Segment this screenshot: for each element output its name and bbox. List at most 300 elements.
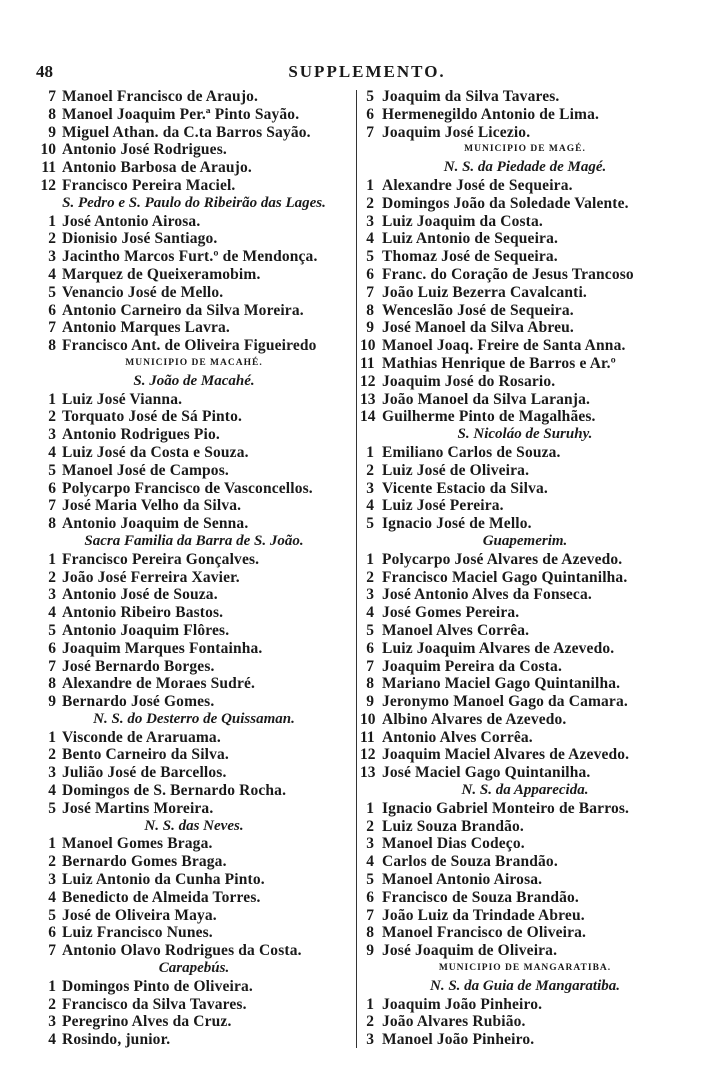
- entry-number: 11: [360, 728, 375, 746]
- entry-number: 7: [48, 942, 56, 960]
- entry-name: Alexandre de Moraes Sudré.: [62, 675, 256, 693]
- entry-name: José de Oliveira Maya.: [62, 906, 217, 924]
- entry-name: José Maciel Gago Quintanilha.: [382, 764, 591, 782]
- list-entry: [360, 551, 690, 569]
- parish-heading: N. S. do Desterro de Quissaman.: [93, 710, 295, 727]
- list-entry: [34, 480, 354, 498]
- entry-name: Luiz Souza Brandão.: [382, 817, 524, 835]
- entry-number: 3: [366, 586, 374, 604]
- entry-number: 9: [48, 123, 56, 141]
- entry-number: 4: [366, 853, 374, 871]
- entry-name: Benedicto de Almeida Torres.: [62, 888, 261, 906]
- list-entry: [34, 942, 354, 960]
- entry-name: Franc. do Coração de Jesus Trancoso: [382, 265, 634, 283]
- entry-name: João Alvares Rubião.: [382, 1013, 526, 1031]
- entry-name: Bernardo Gomes Braga.: [62, 853, 227, 871]
- entry-number: 1: [48, 212, 56, 230]
- entry-name: Joaquim Marques Fontainha.: [62, 639, 263, 657]
- list-entry: [360, 746, 690, 764]
- entry-number: 3: [48, 871, 56, 889]
- entry-number: 8: [366, 924, 374, 942]
- list-entry: [34, 996, 354, 1014]
- list-entry: [360, 889, 690, 907]
- list-entry: [360, 462, 690, 480]
- entry-number: 5: [366, 248, 374, 266]
- entry-name: Miguel Athan. da C.ta Barros Sayão.: [62, 123, 311, 141]
- entry-name: Joaquim da Silva Tavares.: [382, 88, 560, 105]
- entry-number: 5: [366, 88, 374, 105]
- entry-name: Antonio Alves Corrêa.: [382, 728, 533, 746]
- list-entry: [360, 996, 690, 1014]
- page-number: 48: [36, 62, 53, 81]
- entry-name: Luiz Joaquim da Costa.: [382, 212, 543, 230]
- list-entry: [34, 978, 354, 996]
- parish-heading: Guapemerim.: [482, 532, 568, 549]
- entry-number: 8: [366, 675, 374, 693]
- entry-name: Antonio Joaquim Flôres.: [62, 621, 230, 639]
- entry-number: 4: [48, 888, 56, 906]
- entry-name: Francisco de Souza Brandão.: [382, 888, 579, 906]
- entry-number: 3: [366, 1031, 374, 1049]
- entry-number: 1: [366, 176, 374, 194]
- entry-number: 7: [366, 657, 374, 675]
- entry-number: 7: [48, 497, 56, 515]
- entry-name: Manoel Gomes Braga.: [62, 835, 213, 853]
- entry-name: José Gomes Pereira.: [382, 604, 520, 622]
- list-entry: [34, 88, 354, 106]
- entry-name: Rosindo, junior.: [62, 1031, 171, 1049]
- list-entry: [360, 907, 690, 925]
- entry-number: 14: [360, 408, 376, 426]
- entry-name: Luiz Antonio de Sequeira.: [382, 230, 558, 248]
- entry-number: 7: [48, 88, 56, 105]
- list-entry: [360, 818, 690, 836]
- entry-name: Manoel José de Campos.: [62, 461, 229, 479]
- list-entry: [360, 302, 690, 320]
- entry-number: 2: [48, 568, 56, 586]
- entry-number: 2: [48, 746, 56, 764]
- entry-number: 6: [48, 479, 56, 497]
- list-entry: [360, 355, 690, 373]
- entry-name: Manoel Dias Codeço.: [382, 835, 525, 853]
- entry-name: Joaquim Pereira da Costa.: [382, 657, 562, 675]
- list-entry: [360, 497, 690, 515]
- list-entry: [34, 924, 354, 942]
- entry-name: Peregrino Alves da Cruz.: [62, 1013, 232, 1031]
- list-entry: [360, 942, 690, 960]
- list-entry: [34, 622, 354, 640]
- entry-number: 4: [366, 497, 374, 515]
- list-entry: [360, 391, 690, 409]
- entry-number: 1: [366, 443, 374, 461]
- entry-number: 6: [48, 639, 56, 657]
- list-entry: [34, 141, 354, 159]
- entry-name: Joaquim Maciel Alvares de Azevedo.: [382, 746, 630, 764]
- entry-number: 11: [360, 354, 375, 372]
- entry-name: Albino Alvares de Azevedo.: [382, 710, 567, 728]
- list-entry: [34, 230, 354, 248]
- list-entry: [360, 569, 690, 587]
- list-entry: [360, 711, 690, 729]
- column-divider: [356, 90, 357, 1048]
- list-entry: [34, 444, 354, 462]
- entry-number: 1: [48, 977, 56, 995]
- list-entry: [360, 319, 690, 337]
- entry-number: 7: [366, 906, 374, 924]
- entry-number: 2: [48, 995, 56, 1013]
- entry-name: Francisco Ant. de Oliveira Figueiredo: [62, 337, 317, 355]
- entry-number: 3: [48, 248, 56, 266]
- entry-number: 12: [360, 372, 376, 390]
- entry-name: Vicente Estacio da Silva.: [382, 479, 548, 497]
- entry-name: José Manoel da Silva Abreu.: [382, 319, 574, 337]
- entry-number: 4: [366, 604, 374, 622]
- entry-number: 1: [48, 390, 56, 408]
- list-entry: [34, 907, 354, 925]
- entry-number: 8: [366, 301, 374, 319]
- entry-name: Ignacio Gabriel Monteiro de Barros.: [382, 799, 630, 817]
- entry-number: 9: [366, 319, 374, 337]
- entry-name: Torquato José de Sá Pinto.: [62, 408, 243, 426]
- list-entry: [360, 835, 690, 853]
- entry-number: 2: [48, 230, 56, 248]
- entry-number: 1: [366, 799, 374, 817]
- entry-name: Jeronymo Manoel Gago da Camara.: [382, 693, 628, 711]
- entry-name: Luiz José da Costa e Souza.: [62, 443, 249, 461]
- list-entry: [360, 284, 690, 302]
- entry-name: Antonio Rodrigues Pio.: [62, 426, 220, 444]
- list-entry: [360, 1031, 690, 1049]
- list-entry: [360, 213, 690, 231]
- list-entry: [360, 871, 690, 889]
- entry-name: José Martins Moreira.: [62, 799, 214, 817]
- list-entry: [360, 800, 690, 818]
- list-entry: [360, 604, 690, 622]
- entry-number: 2: [366, 194, 374, 212]
- list-entry: [360, 88, 690, 106]
- list-entry: [34, 302, 354, 320]
- list-entry: [34, 835, 354, 853]
- list-entry: [34, 871, 354, 889]
- entry-number: 4: [48, 604, 56, 622]
- list-entry: [360, 640, 690, 658]
- list-entry: [360, 924, 690, 942]
- entry-number: 5: [366, 621, 374, 639]
- entry-number: 5: [48, 621, 56, 639]
- parish-heading: Carapebús.: [158, 960, 230, 977]
- list-entry: [360, 675, 690, 693]
- entry-name: Manoel Antonio Airosa.: [382, 871, 543, 889]
- entry-number: 4: [48, 265, 56, 283]
- entry-name: Luiz Francisco Nunes.: [62, 924, 213, 942]
- entry-number: 3: [366, 479, 374, 497]
- entry-number: 9: [48, 693, 56, 711]
- entry-name: Antonio Olavo Rodrigues da Costa.: [62, 942, 302, 960]
- entry-name: Antonio Marques Lavra.: [62, 319, 230, 337]
- entry-name: José Maria Velho da Silva.: [62, 497, 242, 515]
- entry-number: 2: [366, 1013, 374, 1031]
- entry-name: Alexandre José de Sequeira.: [382, 176, 573, 194]
- entry-number: 4: [48, 782, 56, 800]
- entry-number: 13: [360, 390, 376, 408]
- municipio-heading: MUNICIPIO DE MANGARATIBA.: [438, 963, 612, 974]
- list-entry: [34, 569, 354, 587]
- entry-number: 3: [48, 586, 56, 604]
- entry-number: 2: [366, 568, 374, 586]
- entry-name: Manoel Joaq. Freire de Santa Anna.: [382, 337, 626, 355]
- entry-number: 6: [366, 265, 374, 283]
- list-entry: [360, 248, 690, 266]
- entry-name: Joaquim João Pinheiro.: [382, 995, 543, 1013]
- left-column: [34, 88, 354, 1049]
- entry-name: Julião José de Barcellos.: [62, 764, 227, 782]
- entry-number: 10: [40, 141, 56, 159]
- list-entry: [360, 729, 690, 747]
- list-entry: [34, 515, 354, 533]
- running-head: SUPPLEMENTO.: [288, 62, 446, 81]
- list-entry: [34, 462, 354, 480]
- entry-name: Thomaz José de Sequeira.: [382, 248, 558, 266]
- entry-number: 6: [366, 888, 374, 906]
- entry-number: 5: [48, 799, 56, 817]
- list-entry: [34, 266, 354, 284]
- entry-name: João Manoel da Silva Laranja.: [382, 390, 591, 408]
- list-entry: [34, 319, 354, 337]
- list-entry: [360, 622, 690, 640]
- list-entry: [34, 1013, 354, 1031]
- list-entry: [34, 213, 354, 231]
- entry-number: 12: [360, 746, 376, 764]
- parish-heading: Sacra Familia da Barra de S. João.: [84, 532, 304, 549]
- list-entry: [34, 675, 354, 693]
- list-entry: [34, 159, 354, 177]
- list-entry: [360, 266, 690, 284]
- entry-name: Francisco Pereira Gonçalves.: [62, 550, 260, 568]
- list-entry: [34, 124, 354, 142]
- list-entry: [360, 853, 690, 871]
- entry-name: Francisco Maciel Gago Quintanilha.: [382, 568, 628, 586]
- entry-number: 5: [48, 283, 56, 301]
- entry-name: Joaquim José do Rosario.: [382, 372, 556, 390]
- entry-number: 5: [366, 515, 374, 533]
- list-entry: [360, 373, 690, 391]
- entry-name: José Antonio Airosa.: [62, 212, 201, 230]
- list-entry: [34, 106, 354, 124]
- list-entry: [360, 1013, 690, 1031]
- entry-name: Manoel Francisco de Araujo.: [62, 88, 259, 105]
- entry-number: 2: [366, 817, 374, 835]
- entry-name: Mariano Maciel Gago Quintanilha.: [382, 675, 621, 693]
- entry-name: Carlos de Souza Brandão.: [382, 853, 558, 871]
- entry-number: 2: [48, 853, 56, 871]
- entry-number: 10: [360, 337, 376, 355]
- entry-number: 7: [48, 657, 56, 675]
- list-entry: [360, 515, 690, 533]
- entry-name: Manoel João Pinheiro.: [382, 1031, 535, 1049]
- list-entry: [34, 693, 354, 711]
- entry-name: José Bernardo Borges.: [62, 657, 215, 675]
- parish-heading: N. S. das Neves.: [144, 817, 244, 834]
- entry-name: Emiliano Carlos de Souza.: [382, 443, 561, 461]
- entry-name: Antonio Carneiro da Silva Moreira.: [62, 301, 304, 319]
- entry-number: 8: [48, 105, 56, 123]
- parish-heading: S. João de Macahé.: [133, 372, 255, 389]
- list-entry: [34, 782, 354, 800]
- list-entry: [34, 497, 354, 515]
- list-entry: [360, 408, 690, 426]
- entry-name: José Joaquim de Oliveira.: [382, 942, 558, 960]
- list-entry: [34, 889, 354, 907]
- entry-name: Guilherme Pinto de Magalhães.: [382, 408, 596, 426]
- parish-heading: N. S. da Piedade de Magé.: [443, 159, 607, 176]
- entry-name: Domingos João da Soledade Valente.: [382, 194, 629, 212]
- list-entry: [360, 195, 690, 213]
- entry-number: 6: [366, 639, 374, 657]
- entry-name: Antonio Barbosa de Araujo.: [62, 159, 252, 177]
- parish-heading: N. S. da Guia de Mangaratiba.: [429, 977, 621, 994]
- list-entry: [34, 248, 354, 266]
- list-entry: [34, 729, 354, 747]
- entry-name: Luiz José Pereira.: [382, 497, 504, 515]
- entry-number: 7: [366, 123, 374, 141]
- entry-name: Luiz José Vianna.: [62, 390, 183, 408]
- entry-number: 9: [366, 693, 374, 711]
- entry-name: Antonio Ribeiro Bastos.: [62, 604, 224, 622]
- entry-number: 8: [48, 337, 56, 355]
- municipio-heading: MUNICIPIO DE MACAHÉ.: [125, 357, 263, 368]
- entry-number: 10: [360, 710, 376, 728]
- entry-name: Polycarpo José Alvares de Azevedo.: [382, 550, 623, 568]
- entry-name: José Antonio Alves da Fonseca.: [382, 586, 592, 604]
- entry-number: 4: [48, 1031, 56, 1049]
- list-entry: [34, 658, 354, 676]
- list-entry: [34, 426, 354, 444]
- entry-name: Hermenegildo Antonio de Lima.: [382, 105, 600, 123]
- entry-name: João Luiz da Trindade Abreu.: [382, 906, 585, 924]
- entry-name: Luiz Joaquim Alvares de Azevedo.: [382, 639, 615, 657]
- list-entry: [360, 230, 690, 248]
- entry-number: 13: [360, 764, 376, 782]
- entry-number: 6: [366, 105, 374, 123]
- entry-number: 1: [48, 728, 56, 746]
- list-entry: [360, 693, 690, 711]
- entry-name: Venancio José de Mello.: [62, 283, 224, 301]
- list-entry: [360, 444, 690, 462]
- parish-heading: N. S. da Apparecida.: [461, 782, 589, 799]
- entry-name: Manoel Alves Corrêa.: [382, 621, 530, 639]
- list-entry: [360, 586, 690, 604]
- entry-number: 6: [48, 924, 56, 942]
- entry-number: 7: [48, 319, 56, 337]
- entry-name: Luiz Antonio da Cunha Pinto.: [62, 871, 265, 889]
- entry-name: Visconde de Araruama.: [62, 728, 221, 746]
- entry-name: Polycarpo Francisco de Vasconcellos.: [62, 479, 313, 497]
- right-column: [360, 88, 690, 1049]
- entry-name: Bento Carneiro da Silva.: [62, 746, 229, 764]
- list-entry: [360, 124, 690, 142]
- list-entry: [34, 177, 354, 195]
- entry-number: 5: [366, 871, 374, 889]
- entry-number: 5: [48, 906, 56, 924]
- entry-number: 6: [48, 301, 56, 319]
- entry-number: 11: [41, 159, 56, 177]
- list-entry: [360, 337, 690, 355]
- entry-name: Domingos Pinto de Oliveira.: [62, 977, 253, 995]
- list-entry: [34, 551, 354, 569]
- list-entry: [34, 746, 354, 764]
- entry-name: Jacintho Marcos Furt.º de Mendonça.: [62, 248, 318, 266]
- parish-heading: S. Nicoláo de Suruhy.: [457, 426, 593, 443]
- entry-name: Bernardo José Gomes.: [62, 693, 215, 711]
- entry-number: 3: [48, 1013, 56, 1031]
- municipio-heading: MUNICIPIO DE MAGÉ.: [464, 144, 586, 155]
- entry-number: 2: [48, 408, 56, 426]
- list-entry: [360, 764, 690, 782]
- entry-name: Luiz José de Oliveira.: [382, 461, 530, 479]
- list-entry: [34, 604, 354, 622]
- entry-name: Wenceslão José de Sequeira.: [382, 301, 574, 319]
- entry-number: 8: [48, 515, 56, 533]
- entry-number: 8: [48, 675, 56, 693]
- entry-number: 9: [366, 942, 374, 960]
- entry-name: Mathias Henrique de Barros e Ar.º: [382, 354, 616, 372]
- entry-number: 3: [366, 212, 374, 230]
- entry-name: Antonio José Rodrigues.: [62, 141, 227, 159]
- parish-heading: S. Pedro e S. Paulo do Ribeirão das Lages.: [62, 194, 326, 211]
- entry-number: 3: [48, 426, 56, 444]
- entry-name: João Luiz Bezerra Cavalcanti.: [382, 283, 587, 301]
- entry-name: Dionisio José Santiago.: [62, 230, 218, 248]
- entry-name: João José Ferreira Xavier.: [62, 568, 240, 586]
- list-entry: [34, 640, 354, 658]
- entry-name: Joaquim José Licezio.: [382, 123, 531, 141]
- entry-number: 7: [366, 283, 374, 301]
- entry-name: Francisco da Silva Tavares.: [62, 995, 247, 1013]
- entry-number: 3: [48, 764, 56, 782]
- list-entry: [34, 284, 354, 302]
- entry-number: 3: [366, 835, 374, 853]
- list-entry: [34, 853, 354, 871]
- entry-name: Manoel Joaquim Per.ª Pinto Sayão.: [62, 105, 300, 123]
- list-entry: [360, 658, 690, 676]
- list-entry: [360, 480, 690, 498]
- list-entry: [34, 391, 354, 409]
- list-entry: [360, 106, 690, 124]
- entry-number: 2: [366, 461, 374, 479]
- entry-name: Marquez de Queixeramobim.: [62, 265, 261, 283]
- entry-number: 1: [366, 995, 374, 1013]
- entry-name: Antonio José de Souza.: [62, 586, 218, 604]
- list-entry: [360, 177, 690, 195]
- entry-name: Manoel Francisco de Oliveira.: [382, 924, 587, 942]
- list-entry: [34, 1031, 354, 1049]
- entry-number: 1: [366, 550, 374, 568]
- list-entry: [34, 337, 354, 355]
- list-entry: [34, 586, 354, 604]
- entry-number: 1: [48, 550, 56, 568]
- entry-number: 12: [40, 176, 56, 194]
- entry-name: Antonio Joaquim de Senna.: [62, 515, 249, 533]
- entry-number: 4: [48, 443, 56, 461]
- list-entry: [34, 408, 354, 426]
- list-entry: [34, 800, 354, 818]
- entry-name: Domingos de S. Bernardo Rocha.: [62, 782, 287, 800]
- list-entry: [34, 764, 354, 782]
- entry-number: 5: [48, 461, 56, 479]
- entry-name: Francisco Pereira Maciel.: [62, 176, 236, 194]
- entry-number: 4: [366, 230, 374, 248]
- entry-number: 1: [48, 835, 56, 853]
